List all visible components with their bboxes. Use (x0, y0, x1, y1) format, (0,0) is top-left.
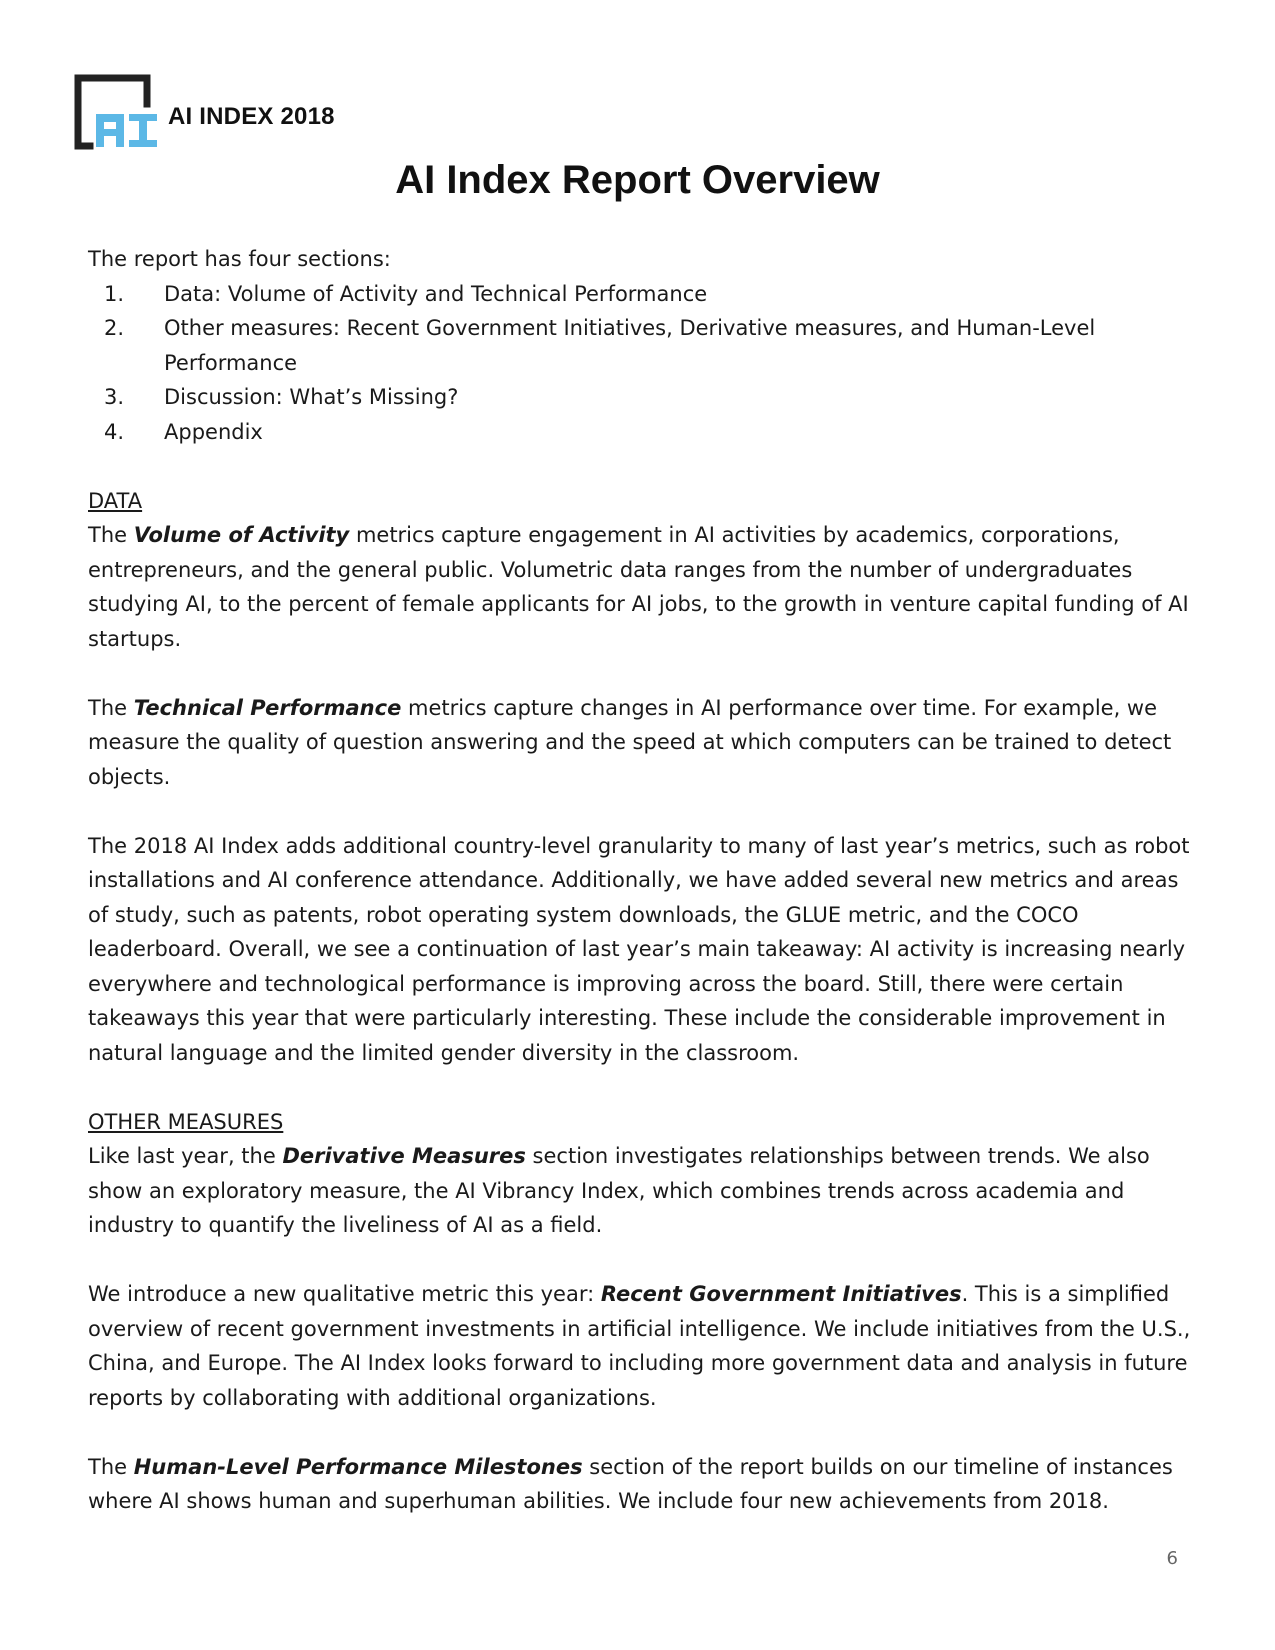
list-item: 2. Other measures: Recent Government Initiatives, Derivative measures, and Human-Level Performance (104, 316, 1096, 375)
section-list (88, 277, 1198, 450)
list-item: 1. Data: Volume of Activity and Technical Performance (104, 281, 708, 306)
government-paragraph: We introduce a new qualitative metric this year: Recent Government Initiatives. This is a simplified overview of recent government investments in artificial intelligence. We include initiatives from the U.S., China, and Europe. The AI Index looks forward to including more government data and analysis in future reports by collaborating with additional organizations. (88, 1282, 1191, 1410)
technical-paragraph: The Technical Performance metrics capture changes in AI performance over time. For example, we measure the quality of question answering and the speed at which computers can be trained to detect objects. (88, 695, 1172, 789)
milestones-paragraph: The Human-Level Performance Milestones section of the report builds on our timeline of instances where AI shows human and superhuman abilities. We include four new achievements from 2018. (88, 1454, 1173, 1513)
document-body (88, 242, 1198, 1519)
volume-paragraph: The Volume of Activity metrics capture engagement in AI activities by academics, corporations, entrepreneurs, and the general public. Volumetric data ranges from the number of undergraduates studying AI, to the percent of female applicants for AI jobs, to the growth in venture capital funding of AI startups. (88, 523, 1189, 651)
data-heading: DATA (88, 488, 143, 513)
list-item: 3. Discussion: What’s Missing? (104, 385, 459, 409)
ai-index-logo-icon (74, 74, 164, 154)
intro-text: The report has four sections: (88, 247, 391, 271)
derivative-paragraph: Like last year, the Derivative Measures section investigates relationships between trends. We also show an exploratory measure, the AI Vibrancy Index, which combines trends across academia and industry to quantify the liveliness of AI as a field. (88, 1144, 1150, 1237)
page-number: 6 (1166, 1548, 1178, 1569)
list-item: 4. Appendix (104, 419, 263, 444)
page-title: AI Index Report Overview (395, 158, 880, 202)
logo-text: AI INDEX 2018 (168, 103, 335, 130)
other-measures-heading: OTHER MEASURES (88, 1109, 284, 1134)
granularity-paragraph: The 2018 AI Index adds additional country-level granularity to many of last year’s metrics, such as robot installations and AI conference attendance. Additionally, we have added several new metrics and areas of study, such as patents, robot operating system downloads, the GLUE metric, and the COCO leaderboard. Overall, we see a continuation of last year’s main takeaway: AI activity is increasing nearly everywhere and technological performance is improving across the board. Still, there were certain takeaways this year that were particularly interesting. These include the considerable improvement in natural language and the limited gender diversity in the classroom. (88, 833, 1190, 1065)
